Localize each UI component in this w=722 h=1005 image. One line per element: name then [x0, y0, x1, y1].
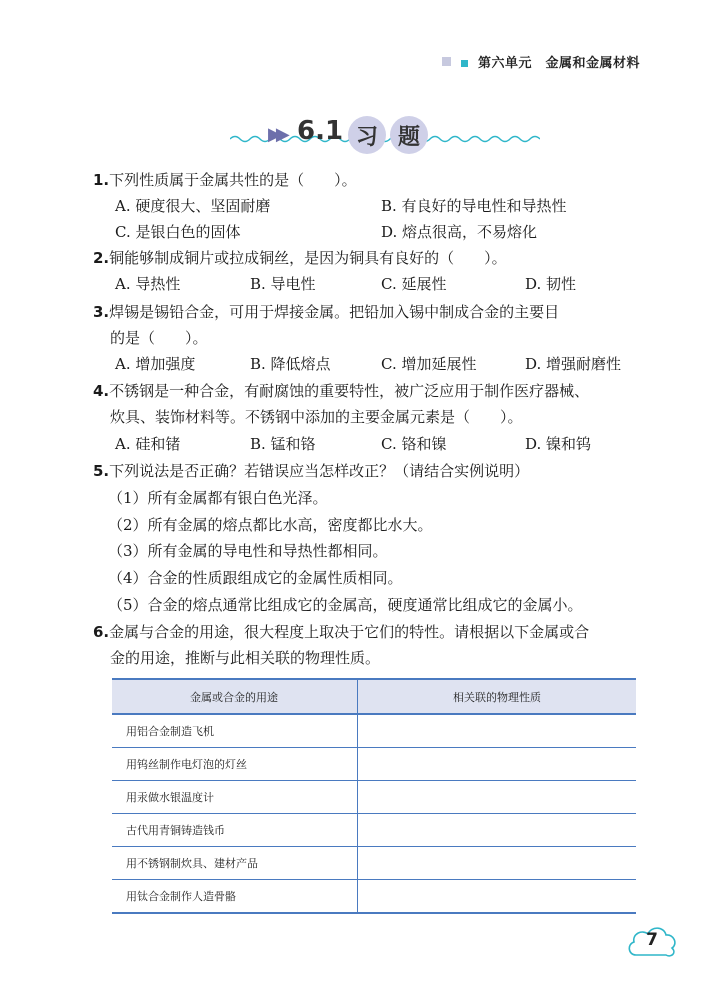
option: B. 锰和铬 — [250, 435, 316, 453]
table-row — [112, 814, 636, 847]
option: C. 增加延展性 — [381, 355, 477, 373]
question-number: 2. — [93, 249, 110, 267]
question-number: 4. — [93, 382, 110, 400]
sub-question: （5）合金的熔点通常比组成它的金属高，硬度通常比组成它的金属小。 — [108, 596, 583, 614]
option: D. 韧性 — [525, 275, 577, 293]
section-number: 6.1 — [297, 116, 344, 146]
sub-question: （4）合金的性质跟组成它的金属性质相同。 — [108, 569, 403, 587]
answer-cell[interactable] — [358, 781, 637, 814]
option: D. 熔点很高，不易熔化 — [381, 223, 538, 241]
option: D. 增强耐磨性 — [525, 355, 622, 373]
title-char-circle: 题 — [390, 116, 428, 154]
answer-cell[interactable] — [358, 748, 637, 781]
table-row — [112, 880, 636, 914]
option: A. 增加强度 — [115, 355, 196, 373]
question-text-continued: 炊具、装饰材料等。不锈钢中添加的主要金属元素是（ ）。 — [110, 408, 523, 426]
question-text: 焊锡是锡铅合金，可用于焊接金属。把铅加入锡中制成合金的主要目 — [109, 303, 560, 321]
answer-cell[interactable] — [358, 714, 637, 748]
header-dot-icon — [461, 60, 468, 67]
question-6 — [93, 622, 589, 642]
question-text: 铜能够制成铜片或拉成铜丝，是因为铜具有良好的（ ）。 — [109, 249, 507, 267]
answer-cell[interactable] — [358, 880, 637, 914]
use-cell: 用汞做水银温度计 — [112, 781, 358, 814]
column-header: 金属或合金的用途 — [112, 679, 358, 714]
question-text: 下列说法是否正确？若错误应当怎样改正？（请结合实例说明） — [109, 462, 530, 480]
option: C. 铬和镍 — [381, 435, 447, 453]
section-title — [230, 110, 540, 162]
question-text-continued: 金的用途，推断与此相关联的物理性质。 — [110, 649, 381, 667]
question-2 — [93, 248, 507, 268]
question-number: 5. — [93, 462, 110, 480]
question-5 — [93, 461, 529, 481]
question-text-continued: 的是（ ）。 — [110, 329, 208, 347]
use-cell: 古代用青铜铸造钱币 — [112, 814, 358, 847]
title-char-circle: 习 — [348, 116, 386, 154]
answer-cell[interactable] — [358, 847, 637, 880]
option: A. 硅和锗 — [115, 435, 181, 453]
use-cell: 用钛合金制作人造骨骼 — [112, 880, 358, 914]
question-number: 6. — [93, 623, 110, 641]
column-header: 相关联的物理性质 — [358, 679, 637, 714]
chapter-title: 第六单元 金属和金属材料 — [477, 56, 640, 71]
question-text: 不锈钢是一种合金，有耐腐蚀的重要特性，被广泛应用于制作医疗器械、 — [109, 382, 590, 400]
table-row — [112, 748, 636, 781]
running-header — [442, 52, 640, 71]
table-row — [112, 781, 636, 814]
question-number: 3. — [93, 303, 110, 321]
header-square-icon — [442, 57, 451, 66]
option: C. 是银白色的固体 — [115, 223, 241, 241]
page-number: 7 — [646, 930, 658, 950]
properties-table — [112, 678, 636, 914]
table-row — [112, 714, 636, 748]
answer-cell[interactable] — [358, 814, 637, 847]
option: B. 降低熔点 — [250, 355, 331, 373]
sub-question: （3）所有金属的导电性和导热性都相同。 — [108, 542, 388, 560]
option: A. 硬度很大、坚固耐磨 — [115, 197, 271, 215]
double-arrow-icon: ▶▶ — [268, 124, 284, 145]
option: B. 导电性 — [250, 275, 316, 293]
sub-question: （1）所有金属都有银白色光泽。 — [108, 489, 328, 507]
option: A. 导热性 — [115, 275, 181, 293]
use-cell: 用铝合金制造飞机 — [112, 714, 358, 748]
sub-question: （2）所有金属的熔点都比水高，密度都比水大。 — [108, 516, 433, 534]
use-cell: 用不锈钢制炊具、建材产品 — [112, 847, 358, 880]
option: B. 有良好的导电性和导热性 — [381, 197, 567, 215]
question-text: 下列性质属于金属共性的是（ ）。 — [109, 171, 357, 189]
question-number: 1. — [93, 171, 110, 189]
question-1 — [93, 170, 357, 190]
option: D. 镍和钨 — [525, 435, 592, 453]
question-text: 金属与合金的用途，很大程度上取决于它们的特性。请根据以下金属或合 — [109, 623, 590, 641]
use-cell: 用钨丝制作电灯泡的灯丝 — [112, 748, 358, 781]
table-row — [112, 847, 636, 880]
option: C. 延展性 — [381, 275, 447, 293]
question-3 — [93, 302, 559, 322]
table-header-row — [112, 679, 636, 714]
question-4 — [93, 381, 589, 401]
